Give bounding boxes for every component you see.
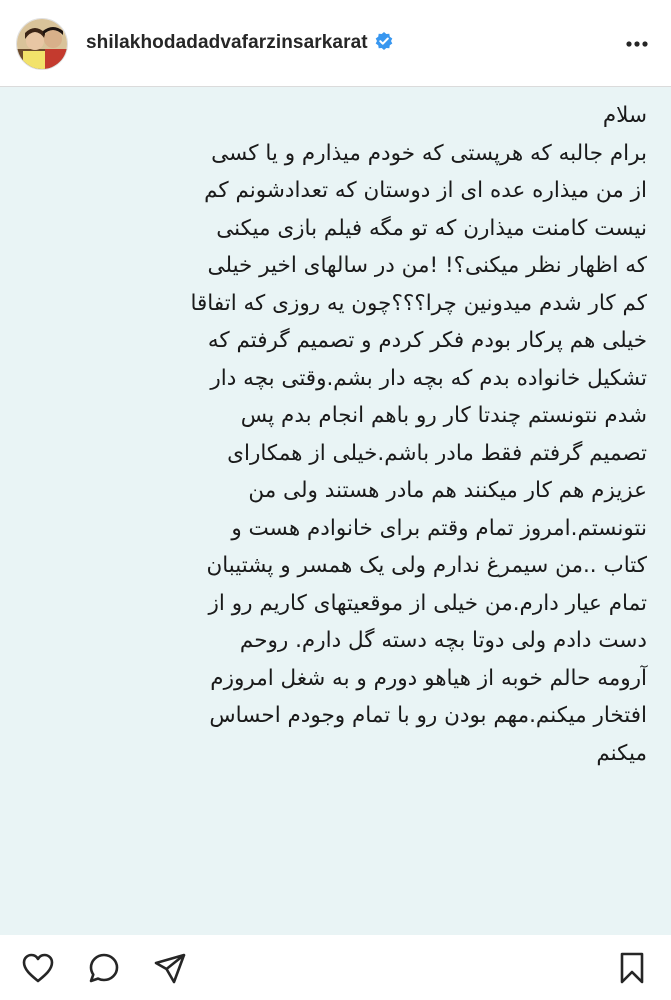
avatar-image xyxy=(17,19,68,70)
more-options-icon[interactable] xyxy=(621,34,653,54)
share-icon[interactable] xyxy=(152,950,188,986)
post-text xyxy=(27,97,647,772)
comment-icon[interactable] xyxy=(86,950,122,986)
action-bar xyxy=(0,936,671,1000)
text-line: سلام xyxy=(602,103,647,128)
verified-badge-icon xyxy=(374,31,394,57)
heart-icon[interactable] xyxy=(20,950,56,986)
text-line: تشکیل خانواده بدم که بچه دار بشم.وقتی بچه دار xyxy=(210,365,647,391)
text-line: خیلی هم پرکار بودم فکر کردم و تصمیم گرفتم که xyxy=(207,328,647,353)
username[interactable] xyxy=(86,31,394,57)
text-line: عزیزم هم کار میکنند هم مادر هستند ولی من xyxy=(248,478,647,503)
text-line: افتخار میکنم.مهم بودن رو با تمام وجودم احساس xyxy=(209,703,647,728)
text-line: نیست کامنت میذارن که تو مگه فیلم بازی میکنی xyxy=(216,215,647,241)
post-image xyxy=(0,87,671,935)
text-line: کتاب ..من سیمرغ ندارم ولی یک همسر و پشتیبان xyxy=(206,553,647,578)
text-line: آرومه حالم خوبه از هیاهو دورم و به شغل امروزم xyxy=(210,665,647,691)
text-line: دست دادم ولی دوتا بچه دسته گل دارم. روحم xyxy=(239,628,647,653)
text-line: که اظهار نظر میکنی؟! !من در سالهای اخیر خیلی xyxy=(207,253,647,278)
text-line: کم کار شدم میدونین چرا؟؟؟چون یه روزی که اتفاقا xyxy=(190,290,647,316)
text-line: میکنم xyxy=(596,740,647,766)
text-line: تمام عیار دارم.من خیلی از موقعیتهای کاریم رو از xyxy=(208,590,647,616)
bookmark-icon[interactable] xyxy=(614,950,650,986)
text-line: از من میذاره عده ای از دوستان که تعدادشونم کم xyxy=(204,178,647,203)
username-text: shilakhodadadvafarzinsarkarat xyxy=(86,32,368,53)
avatar[interactable] xyxy=(16,18,68,70)
post-header xyxy=(0,0,671,87)
text-line: نتونستم.امروز تمام وقتم برای خانوادم هست و xyxy=(231,515,647,541)
text-line: برام جالبه که هرپستی که خودم میذارم و یا کسی xyxy=(211,140,647,166)
text-line: تصمیم گرفتم فقط مادر باشم.خیلی از همکارای xyxy=(227,440,647,466)
text-line: شدم نتونستم چندتا کار رو باهم انجام بدم پس xyxy=(240,403,647,428)
